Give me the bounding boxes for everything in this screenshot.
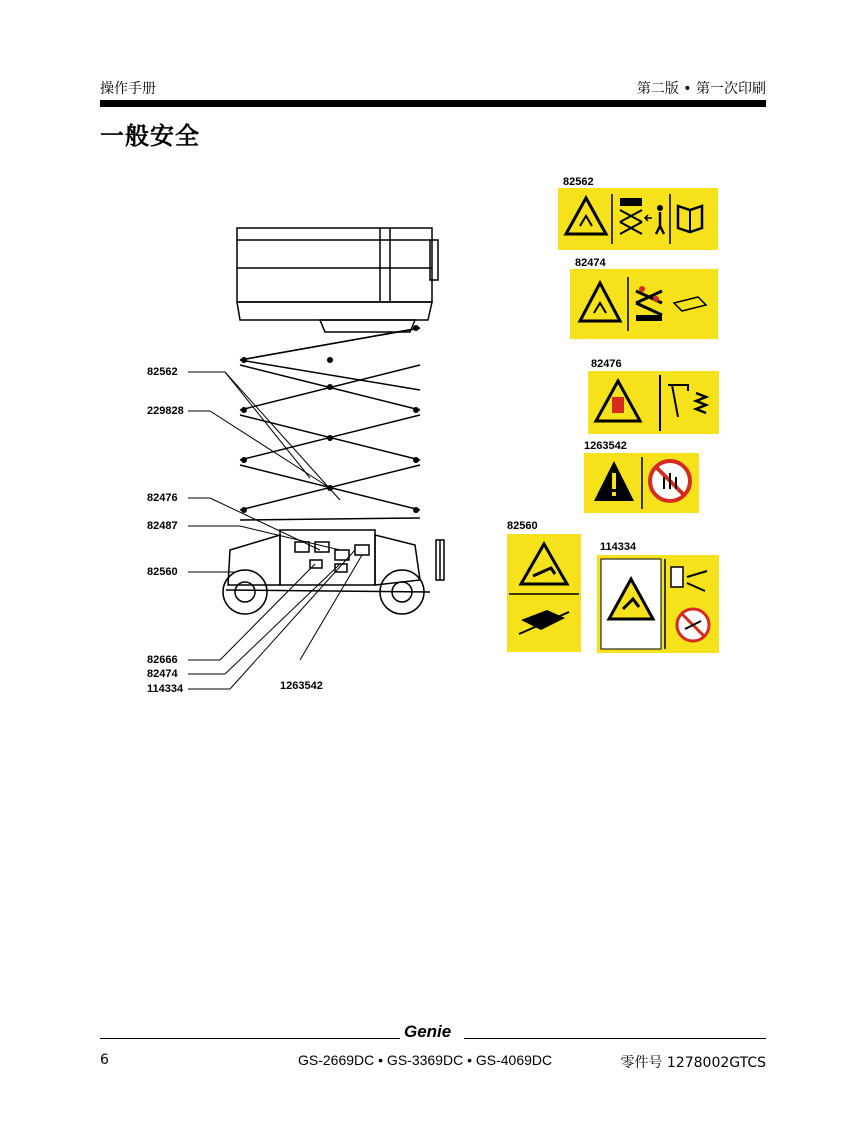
header-right: 第二版 • 第一次印刷 <box>636 81 766 97</box>
tip-over-hazard-icon <box>507 534 581 652</box>
decal-code-82562: 82562 <box>563 176 594 188</box>
decal-code-114334: 114334 <box>600 541 637 553</box>
callout-114334: 114334 <box>147 683 184 695</box>
decal-82562 <box>558 188 718 250</box>
crush-platform-icon <box>570 269 718 339</box>
callout-82476: 82476 <box>147 492 178 504</box>
page-number: 6 <box>100 1052 109 1068</box>
footer-rule-right <box>464 1038 766 1039</box>
electrocution-hazard-icon <box>597 555 719 653</box>
decal-82476 <box>588 371 719 434</box>
decal-code-82560: 82560 <box>507 520 538 532</box>
callout-82474: 82474 <box>147 668 178 680</box>
header-left: 操作手册 <box>100 81 156 97</box>
section-title: 一般安全 <box>100 122 200 150</box>
decal-82560 <box>507 534 581 652</box>
decal-1263542 <box>584 453 699 513</box>
decal-code-82474: 82474 <box>575 257 606 269</box>
header-rule <box>100 100 766 107</box>
decal-code-1263542: 1263542 <box>584 440 627 452</box>
fall-hazard-icon <box>588 371 719 434</box>
decal-82474 <box>570 269 718 339</box>
callout-82562: 82562 <box>147 366 178 378</box>
callout-229828: 229828 <box>147 405 184 417</box>
model-numbers: GS-2669DC • GS-3369DC • GS-4069DC <box>298 1052 553 1068</box>
scissor-lift-drawing <box>140 220 480 700</box>
crush-hazard-icon <box>558 188 718 250</box>
genie-logo: Genie <box>404 1022 452 1041</box>
callout-82487: 82487 <box>147 520 178 532</box>
decal-code-82476: 82476 <box>591 358 622 370</box>
warning-prohibit-icon <box>584 453 699 513</box>
callout-82666: 82666 <box>147 654 178 666</box>
part-number: 零件号 1278002GTCS <box>620 1055 766 1071</box>
callout-82560: 82560 <box>147 566 178 578</box>
footer-rule-left <box>100 1038 400 1039</box>
decal-114334 <box>597 555 719 653</box>
callout-1263542: 1263542 <box>280 680 323 692</box>
